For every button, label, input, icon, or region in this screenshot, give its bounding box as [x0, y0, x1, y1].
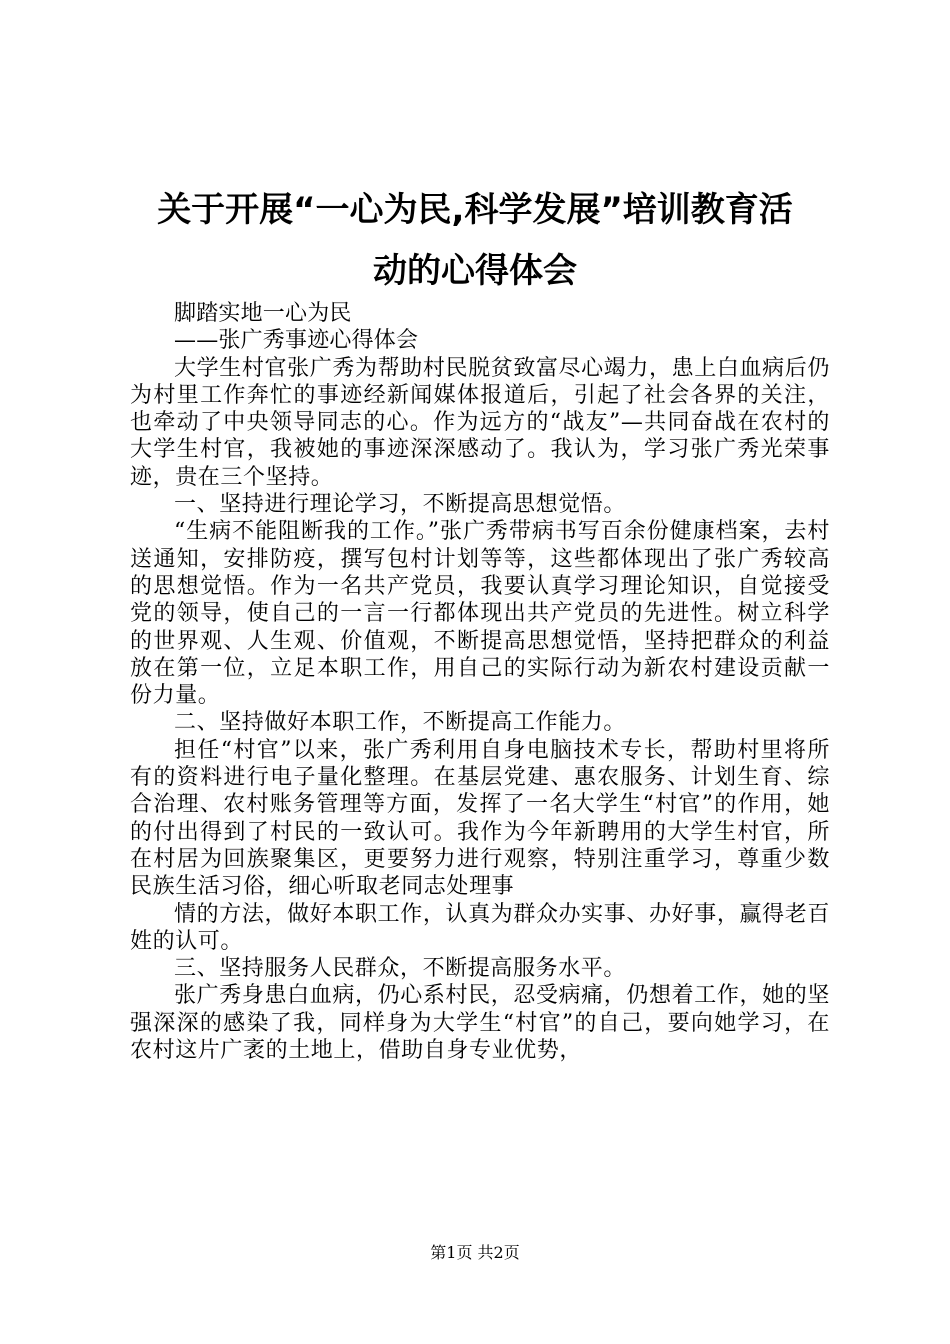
- section-heading: 二、坚持做好本职工作，不断提高工作能力。: [174, 710, 627, 736]
- paragraph: 张广秀身患白血病，仍心系村民，忍受病痛，仍想着工作，她的坚强深深的感染了我，同样身为大学生“村官”的自己，要向她学习，在农村这片广袤的土地上，借助自身专业优势，: [130, 983, 830, 1064]
- paragraph: “生病不能阻断我的工作。”张广秀带病书写百余份健康档案，去村送通知，安排防疫，撰写包村计划等等，这些都体现出了张广秀较高的思想觉悟。作为一名共产党员，我要认真学习理论知识，自觉接受党的领导，使自己的一言一行都体现出共产党员的先进性。树立科学的世界观、人生观、价值观，不断提高思想觉悟，坚持把群众的利益放在第一位，立足本职工作，用自己的实际行动为新农村建设贡献一份力量。: [130, 519, 830, 709]
- paragraph: 大学生村官张广秀为帮助村民脱贫致富尽心竭力，患上白血病后仍为村里工作奔忙的事迹经新闻媒体报道后，引起了社会各界的关注，也牵动了中央领导同志的心。作为远方的“战友”—共同奋战在农村的大学生村官，我被她的事迹深深感动了。我认为，学习张广秀光荣事迹，贵在三个坚持。: [130, 355, 830, 490]
- section-heading: 一、坚持进行理论学习，不断提高思想觉悟。: [174, 492, 627, 518]
- page-footer: 第1页 共2页: [430, 1243, 520, 1262]
- document-title-line-1: 关于开展“一心为民,科学发展”培训教育活: [157, 190, 793, 230]
- subtitle: 脚踏实地一心为民: [174, 301, 352, 326]
- section-heading: 三、坚持服务人民群众，不断提高服务水平。: [174, 956, 627, 982]
- paragraph: 担任“村官”以来，张广秀利用自身电脑技术专长，帮助村里将所有的资料进行电子量化整理。在基层党建、惠农服务、计划生育、综合治理、农村账务管理等方面，发挥了一名大学生“村官”的作用，她的付出得到了村民的一致认可。我作为今年新聘用的大学生村官，所在村居为回族聚集区，更要努力进行观察，特别注重学习，尊重少数民族生活习俗，细心听取老同志处理事: [130, 737, 830, 900]
- document-body: [130, 300, 830, 1064]
- paragraph: 情的方法，做好本职工作，认真为群众办实事、办好事，赢得老百姓的认可。: [130, 901, 830, 954]
- subtitle-byline: ——张广秀事迹心得体会: [174, 328, 419, 354]
- document-title-line-2: 动的心得体会: [373, 251, 577, 291]
